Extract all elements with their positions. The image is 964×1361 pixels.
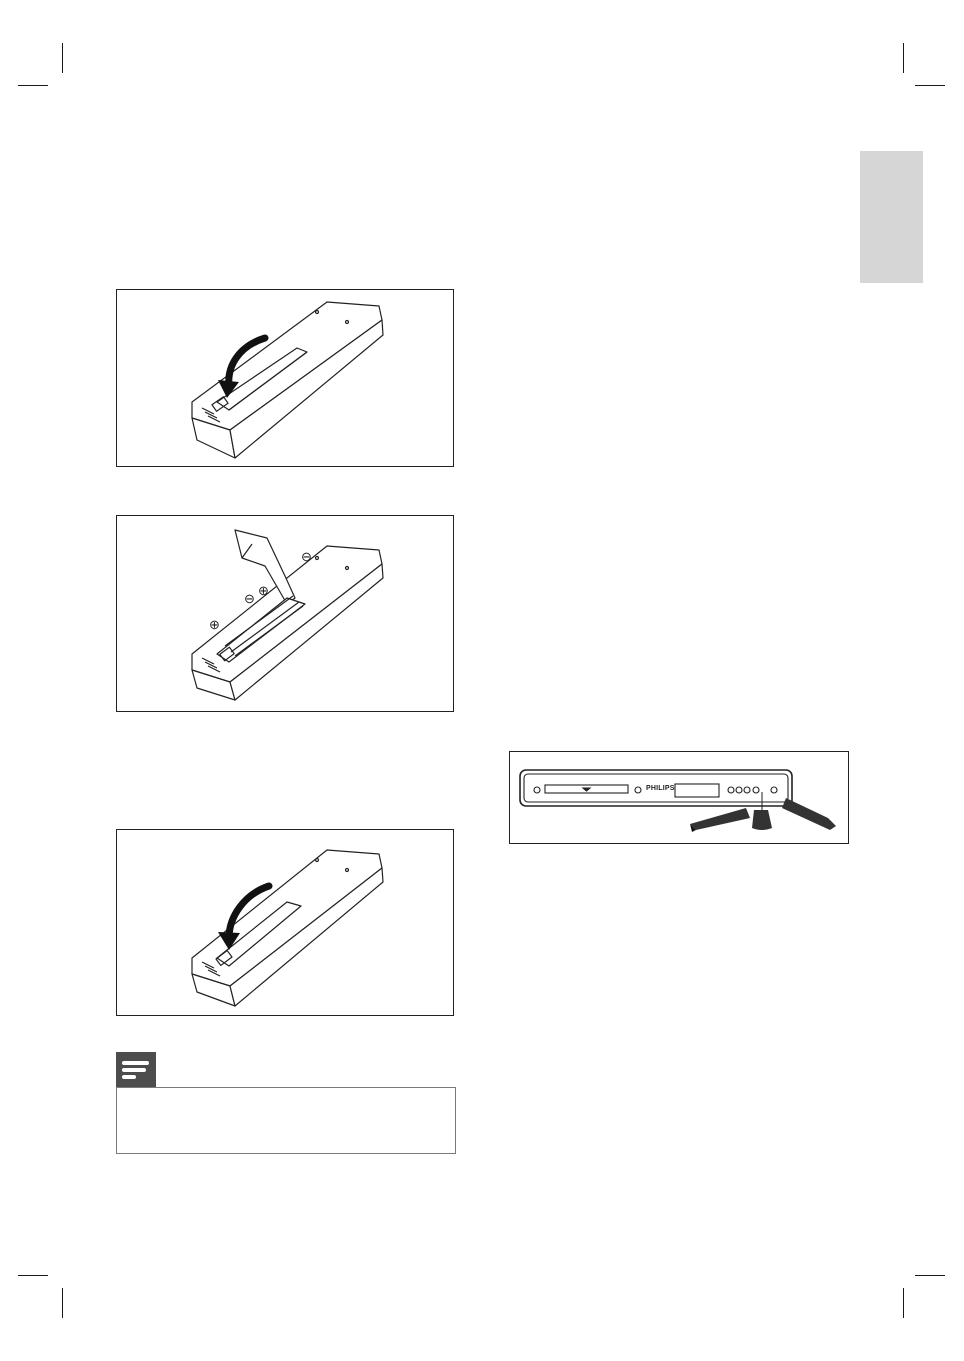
crop-mark [903,43,904,73]
crop-mark [18,1275,48,1276]
battery-compartment-icon [117,516,453,711]
remote-control-icon [117,290,453,466]
note-box [116,1087,456,1154]
plus-symbol: ⊕ [209,617,220,632]
crop-mark [62,1288,63,1318]
crop-mark [903,1288,904,1318]
crop-mark [18,85,48,86]
brand-logo: PHILIPS [646,785,675,792]
language-tab [860,151,923,283]
note-icon [116,1052,156,1088]
figure-remote-close-lid [116,289,454,467]
disc-player-icon [510,752,848,843]
plus-symbol: ⊕ [258,583,269,598]
crop-mark [915,1275,945,1276]
figure-player-front-panel [509,751,849,844]
figure-remote-insert-batteries [116,515,454,712]
figure-remote-lid-snap [116,829,454,1016]
crop-mark [915,85,945,86]
crop-mark [62,43,63,73]
remote-control-icon [117,830,453,1015]
minus-symbol: ⊖ [301,549,312,564]
minus-symbol: ⊖ [244,591,255,606]
